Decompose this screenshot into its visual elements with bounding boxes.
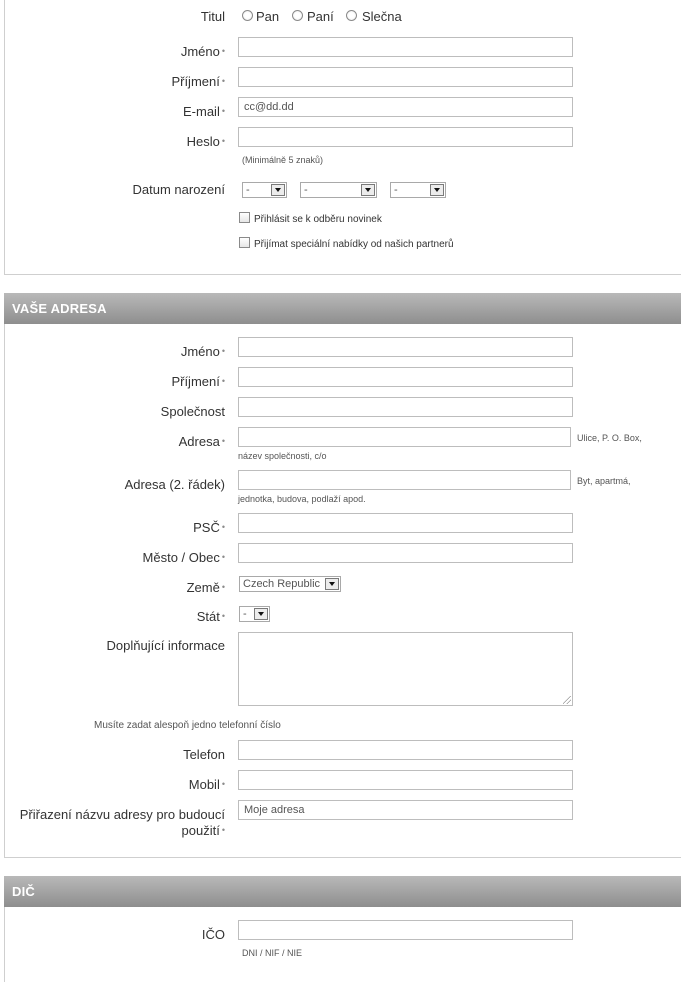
email-input[interactable] [238, 97, 573, 117]
last-name-input[interactable] [238, 67, 573, 87]
ico-input[interactable] [238, 920, 573, 940]
other-info-label: Doplňující informace [106, 638, 225, 653]
required-marker: • [221, 611, 225, 621]
zip-label: PSČ • [193, 520, 225, 535]
state-select[interactable]: - [239, 606, 270, 622]
required-marker: • [221, 76, 225, 86]
chevron-down-icon [271, 184, 285, 196]
alias-input[interactable] [238, 800, 573, 820]
offers-label[interactable]: Přijímat speciální nabídky od našich partnerů [254, 239, 454, 250]
first-name-input[interactable] [238, 37, 573, 57]
mobile-input[interactable] [238, 770, 573, 790]
addr-first-name-input[interactable] [238, 337, 573, 357]
birth-year-select[interactable]: - [390, 182, 446, 198]
offers-checkbox[interactable] [239, 237, 250, 248]
required-marker: • [221, 436, 225, 446]
addr-last-name-label: Příjmení • [171, 374, 225, 389]
password-hint: (Minimálně 5 znaků) [242, 155, 324, 165]
address2-hint-right: Byt, apartmá, [577, 476, 631, 486]
radio-slecna-label[interactable]: Slečna [362, 9, 402, 24]
addr-last-name-input[interactable] [238, 367, 573, 387]
required-marker: • [221, 46, 225, 56]
newsletter-label[interactable]: Přihlásit se k odběru novinek [254, 214, 382, 225]
required-marker: • [221, 106, 225, 116]
country-select[interactable]: Czech Republic [239, 576, 341, 592]
ico-label: IČO [201, 927, 225, 942]
other-info-textarea[interactable] [238, 632, 573, 706]
phone-label: Telefon [183, 747, 225, 762]
address-hint-below: název společnosti, c/o [238, 451, 327, 461]
title-label: Titul [200, 9, 225, 24]
required-marker: • [221, 346, 225, 356]
address2-input[interactable] [238, 470, 571, 490]
password-input[interactable] [238, 127, 573, 147]
address-label: Adresa • [178, 434, 225, 449]
chevron-down-icon [325, 578, 339, 590]
email-label: E-mail • [183, 104, 225, 119]
required-marker: • [221, 376, 225, 386]
radio-pan[interactable] [242, 10, 253, 21]
required-marker: • [221, 582, 225, 592]
city-label: Město / Obec • [142, 550, 225, 565]
required-marker: • [221, 522, 225, 532]
ico-hint: DNI / NIF / NIE [242, 948, 303, 958]
chevron-down-icon [361, 184, 375, 196]
newsletter-checkbox[interactable] [239, 212, 250, 223]
company-input[interactable] [238, 397, 573, 417]
address2-hint-below: jednotka, budova, podlaží apod. [238, 494, 366, 504]
required-marker: • [221, 825, 225, 835]
alias-value: Moje adresa [244, 804, 305, 816]
company-label: Společnost [160, 404, 225, 419]
birth-month-select[interactable]: - [300, 182, 377, 198]
tax-panel [4, 907, 681, 982]
chevron-down-icon [254, 608, 268, 620]
phone-input[interactable] [238, 740, 573, 760]
chevron-down-icon [430, 184, 444, 196]
addr-first-name-label: Jméno • [180, 344, 225, 359]
zip-input[interactable] [238, 513, 573, 533]
city-input[interactable] [238, 543, 573, 563]
birth-date-label: Datum narození [132, 182, 225, 197]
password-label: Heslo • [186, 134, 225, 149]
required-marker: • [221, 136, 225, 146]
tax-section-header: DIČ [4, 876, 681, 907]
country-label: Země • [186, 580, 225, 595]
email-value: cc@dd.dd [244, 101, 294, 113]
phone-note: Musíte zadat alespoň jedno telefonní číslo [94, 720, 281, 731]
mobile-label: Mobil • [188, 777, 225, 792]
birth-day-select[interactable]: - [242, 182, 287, 198]
address-section-header: VAŠE ADRESA [4, 293, 681, 324]
address2-label: Adresa (2. řádek) [124, 477, 225, 492]
address-hint-right: Ulice, P. O. Box, [577, 433, 642, 443]
radio-slecna[interactable] [346, 10, 357, 21]
alias-label: Přiřazení názvu adresy pro budoucí použití • [19, 807, 225, 838]
first-name-label: Jméno • [180, 44, 225, 59]
radio-pan-label[interactable]: Pan [256, 9, 280, 24]
resize-grip-icon[interactable] [563, 696, 571, 704]
state-label: Stát • [196, 609, 225, 624]
address-input[interactable] [238, 427, 571, 447]
radio-pani-label[interactable]: Paní [307, 9, 334, 24]
required-marker: • [221, 552, 225, 562]
radio-pani[interactable] [292, 10, 303, 21]
last-name-label: Příjmení • [171, 74, 225, 89]
required-marker: • [221, 779, 225, 789]
